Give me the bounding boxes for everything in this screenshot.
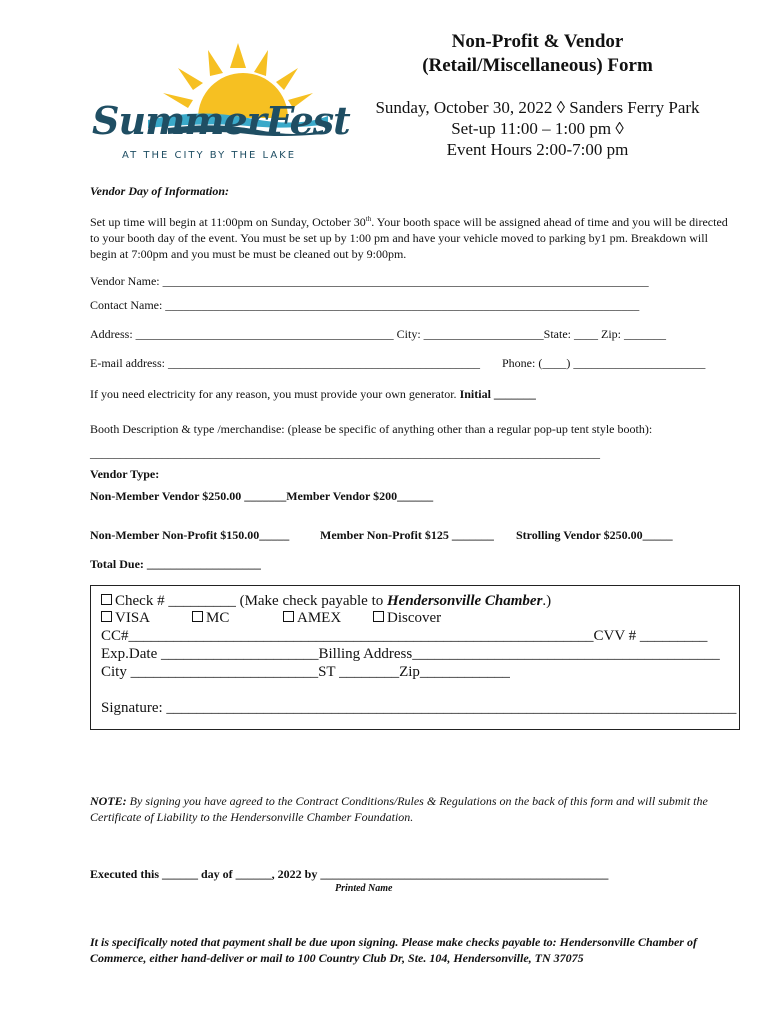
discover-checkbox[interactable]: [373, 611, 384, 622]
city-st-zip-field[interactable]: City _________________________ST ________Zip____________: [101, 664, 510, 680]
logo-tagline: AT THE CITY BY THE LAKE: [122, 150, 297, 161]
printed-name-label: Printed Name: [335, 883, 393, 894]
electricity-notice: If you need electricity for any reason, you must provide your own generator. Initial _______: [90, 387, 536, 401]
check-checkbox[interactable]: [101, 594, 112, 605]
mc-option[interactable]: MC: [192, 609, 229, 627]
phone-field[interactable]: Phone: (____) ______________________: [502, 356, 706, 370]
strolling-vendor-option[interactable]: Strolling Vendor $250.00_____: [516, 528, 673, 542]
booth-description-field[interactable]: _____________________________________________________________________________________: [90, 446, 600, 460]
note-text: NOTE: By signing you have agreed to the Contract Conditions/Rules & Regulations on the back of this form and will submit the Certificate of Liability to the Hendersonville Chamber Foundation.: [90, 794, 708, 824]
vendor-day-heading: Vendor Day of Information:: [90, 184, 230, 198]
event-hours: Event Hours 2:00-7:00 pm: [446, 140, 629, 159]
mc-checkbox[interactable]: [192, 611, 203, 622]
logo-wordmark: SummerFest: [92, 98, 350, 143]
vendor-name-field[interactable]: Vendor Name: _________________________________________________________________________________: [90, 274, 649, 288]
exp-billing-field[interactable]: Exp.Date _____________________Billing Address_________________________________________: [101, 646, 720, 662]
amex-option[interactable]: AMEX: [283, 609, 341, 627]
amex-checkbox[interactable]: [283, 611, 294, 622]
total-due-field[interactable]: Total Due: ___________________: [90, 557, 261, 571]
email-field[interactable]: E-mail address: ____________________________________________________: [90, 356, 480, 370]
payment-footer: It is specifically noted that payment shall be due upon signing. Please make checks payable to: Hendersonville Chamber of Commerce, either hand-deliver or mail to 100 Country Club Dr, Ste. 104, Hendersonville, TN 37075: [90, 935, 697, 965]
cc-field[interactable]: CC#______________________________________________________________CVV # _________: [101, 628, 708, 644]
executed-line[interactable]: Executed this ______ day of ______, 2022 by ________________________________________________: [90, 867, 609, 881]
event-date-location: Sunday, October 30, 2022 ◊ Sanders Ferry Park: [375, 98, 700, 117]
nonmember-nonprofit-option[interactable]: Non-Member Non-Profit $150.00_____: [90, 528, 290, 542]
contact-name-field[interactable]: Contact Name: _______________________________________________________________________________: [90, 298, 640, 312]
form-title: Non-Profit & Vendor: [451, 31, 624, 52]
vendor-type-row1[interactable]: Non-Member Vendor $250.00 _______Member Vendor $200______: [90, 489, 434, 503]
address-field[interactable]: Address: ___________________________________________ City: ____________________State: ____ Zip: _______: [90, 327, 666, 341]
member-nonprofit-option[interactable]: Member Non-Profit $125 _______: [320, 528, 494, 542]
discover-option[interactable]: Discover: [373, 609, 441, 627]
visa-checkbox[interactable]: [101, 611, 112, 622]
vendor-type-heading: Vendor Type:: [90, 467, 160, 481]
setup-time: Set-up 11:00 – 1:00 pm ◊: [451, 119, 624, 138]
signature-field[interactable]: Signature: ____________________________________________________________________________: [101, 700, 737, 716]
vendor-day-paragraph: Set up time will begin at 11:00pm on Sunday, October 30th. Your booth space will be assigned ahead of time and you will be directed to your booth day of the event. You must be set up by 1:00 pm and have your vehicle moved to parking by1 pm. Breakdown will begin at 7:00pm and you must be must be cleaned out by 9:00pm.: [90, 215, 728, 261]
check-option[interactable]: Check # _________ (Make check payable to Hendersonville Chamber.): [101, 592, 551, 610]
visa-option[interactable]: VISA: [101, 609, 150, 627]
initial-field[interactable]: Initial _______: [459, 387, 536, 401]
booth-description-label: Booth Description & type /merchandise: (please be specific of anything other than a regular pop-up tent style booth):: [90, 422, 653, 436]
form-subtitle: (Retail/Miscellaneous) Form: [422, 55, 653, 76]
